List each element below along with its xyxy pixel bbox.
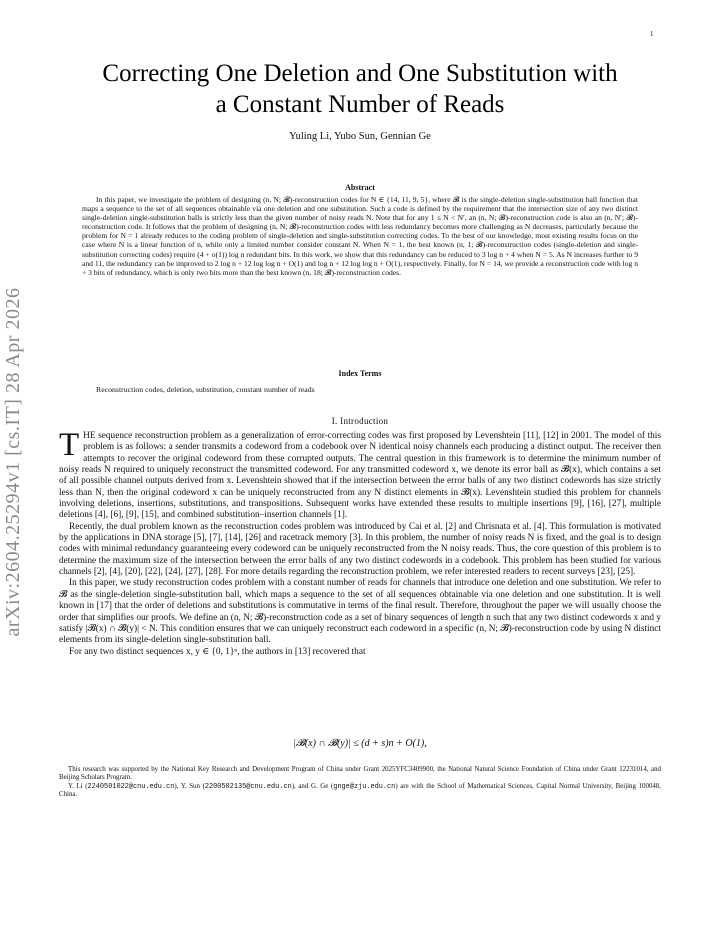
footnote-affiliation xyxy=(59,783,661,800)
footnote-affil-part: ), Y. Sun ( xyxy=(174,782,205,790)
paragraph-1 xyxy=(59,427,661,522)
footnotes xyxy=(59,766,661,800)
footnote-funding: This research was supported by the National Key Research and Development Program of China under Grant 2025YFC3409900, the National Natural Science Foundation of China under Grant 12231014, and Beijing Scholars Program. xyxy=(59,766,661,782)
title-line-2: a Constant Number of Reads xyxy=(215,91,505,118)
email-sun[interactable]: 2200502135@cnu.edu.cn xyxy=(204,782,292,791)
arxiv-stamp-text: arXiv:2604.25294v1 [cs.IT] 28 Apr 2026 xyxy=(2,287,24,637)
abstract-text: In this paper, we investigate the problem of designing (n, N; 𝓑)-reconstruction codes for N ∈ {14, 11, 9, 5}, where 𝓑 is the single-deletion single-substitution ball function that maps a sequence to the set of all sequences obtainable via one deletion and one substitution. Such a code is defined by the requirement that the intersection size of any two distinct single-deletion single-substitution balls is strictly less than the given number of noisy reads N. Note that for any 1 ≤ N < N′, an (n, N; 𝓑)-reconstruction code is also an (n, N′; 𝓑)-reconstruction code. It follows that the problem of designing (n, N; 𝓑)-reconstruction codes with less redundancy becomes more challenging as N decreases, particularly because the problem for N = 1 already reduces to the coding problem of single-deletion and single-substitution correcting codes. To the best of our knowledge, most existing results focus on the case where N is a linear function of n, while only a limited number consider constant N. When N = 1, the best known (n, 1; 𝓑)-reconstruction codes (single-deletion and single-substitution correcting codes) require (4 + o(1)) log n redundant bits. In this work, we show that this redundancy can be reduced to 3 log n + 4 when N = 5. As N increases further to 9 and 11, the redundancy can be improved to 2 log n + 12 log log n + O(1) and log n + 12 log log n + O(1), respectively. Finally, for N = 14, we provide a reconstruction code with log n + 3 bits of redundancy, which is only two bits more than the best known (n, 18; 𝓑)-reconstruction codes. xyxy=(82,195,638,277)
drop-cap: T xyxy=(59,427,80,463)
authors: Yuling Li, Yubo Sun, Gennian Ge xyxy=(289,131,431,142)
email-ge[interactable]: gnge@zju.edu.cn xyxy=(333,782,396,791)
index-terms-heading: Index Terms xyxy=(338,369,382,378)
body-text xyxy=(59,427,661,658)
equation: |𝓑(x) ∩ 𝓑(y)| ≤ (d + s)n + O(1), xyxy=(293,738,427,749)
footnote-affil-part: ) are with the School of Mathematical Sciences, Capital Normal University, Beijing 100048, China. xyxy=(59,782,661,799)
abstract-heading: Abstract xyxy=(345,183,375,192)
paper-title xyxy=(40,58,680,120)
paragraph-3: In this paper, we study reconstruction codes problem with a constant number of reads for channels that introduce one deletion and one substitution. We refer to 𝓑 as the single-deletion single-substitution ball, which maps a sequence to the set of all sequences obtainable via one deletion and one substitution. It is well known in [17] that the order of deletions and substitutions is commutative in terms of the final result. Therefore, throughout the paper we will usually choose the order that simplifies our proofs. We define an (n, N; 𝓑)-reconstruction code as a set of binary sequences of length n such that any two distinct codewords x and y satisfy |𝓑(x) ∩ 𝓑(y)| < N. This condition ensures that we can uniquely reconstruct each codeword in a specific (n, N; 𝓑)-reconstruction code by using N distinct elements from its single-deletion single-substitution ball. xyxy=(59,578,661,646)
footnote-affil-part: Y. Li ( xyxy=(68,782,88,790)
paragraph-1-text: HE sequence reconstruction problem as a generalization of error-correcting codes was first proposed by Levenshtein [11], [12] in 2001. The model of this problem is as follows: a sender transmits a codeword from a codebook over N identical noisy channels each producing a distinct output. The receiver then attempts to recover the original codeword from these corrupted outputs. The central question in this framework is to determine the minimum number of noisy reads N required to uniquely reconstruct the transmitted codeword. For any transmitted codeword x, we denote its error ball as 𝓑(x), which contains a set of all possible channel outputs derived from x. Levenshtein showed that if the intersection between the error balls of any two distinct codewords has size strictly less than N, then the original codeword x can be uniquely reconstructed from any N distinct elements in 𝓑(x). Levenshtein studied this problem for channels involving deletions, insertions, substitutions, and transpositions. Subsequent works have extended these results to multiple insertions [9], [16], [27], multiple deletions [4], [6], [9], [15], and combined substitution–insertion channels [1]. xyxy=(59,431,661,521)
arxiv-stamp xyxy=(2,262,28,662)
page-number: 1 xyxy=(650,30,654,38)
email-li[interactable]: 2240501022@cnu.edu.cn xyxy=(87,782,175,791)
paragraph-4: For any two distinct sequences x, y ∈ {0, 1}ⁿ, the authors in [13] recovered that xyxy=(69,646,366,657)
index-terms: Reconstruction codes, deletion, substitution, constant number of reads xyxy=(96,385,315,394)
title-line-1: Correcting One Deletion and One Substitution with xyxy=(102,60,618,87)
footnote-affil-part: ), and G. Ge ( xyxy=(291,782,334,790)
paragraph-2: Recently, the dual problem known as the reconstruction codes problem was introduced by Cai et al. [2] and Chrisnata et al. [4]. This formulation is motivated by the applications in DNA storage [5], [7], [14], [26] and racetrack memory [3]. In this problem, the number of noisy reads N is fixed, and the goal is to design codes with minimal redundancy guaranteeing every codeword can be uniquely reconstructed from the N noisy reads. Thus, the core question of this problem is to determine the maximum size of the intersection between the error balls of any two distinct codewords in a codebook. This problem has been studied for various channels [2], [4], [20], [22], [24], [27], [28]. For more details regarding the reconstruction problem, we refer interested readers to recent surveys [23], [25]. xyxy=(59,521,661,578)
section-heading: I. Introduction xyxy=(331,416,389,426)
